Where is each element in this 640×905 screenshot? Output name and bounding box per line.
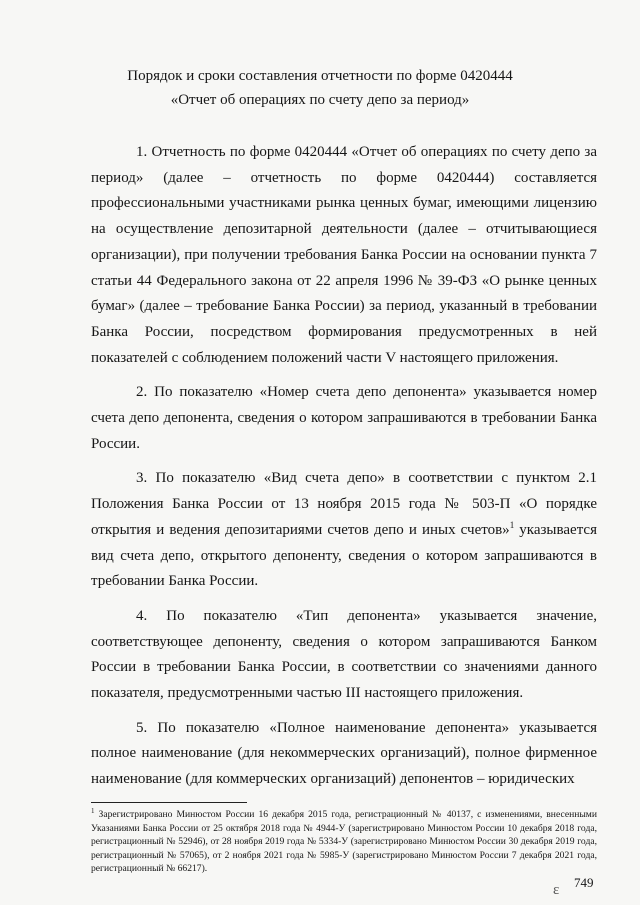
paragraph-2: 2. По показателю «Номер счета депо депонента» указывается номер счета депо депонента, сведения о котором запрашиваются в требовании Банка России. xyxy=(91,384,597,452)
document-title-line-1: Порядок и сроки составления отчетности по форме 0420444 xyxy=(127,68,513,84)
footnote-reference: 1 xyxy=(509,519,515,530)
paragraph-1: 1. Отчетность по форме 0420444 «Отчет об операциях по счету депо за период» (далее – отчетность по форме 0420444) составляется профессиональными участниками рынка ценных бумаг, имеющими лицензию на осуществление депозитарной деятельности (далее – отчитывающиеся организации), при получении требования Банка России на основании пункта 7 статьи 44 Федерального закона от 22 апреля 1996 № 39-ФЗ «О рынке ценных бумаг» (далее – требование Банка России) за период, указанный в требовании Банка России, посредством формирования предусмотренных в ней показателей с соблюдением положений части V настоящего приложения. xyxy=(91,144,597,366)
document-title-line-2: «Отчет об операциях по счету депо за период» xyxy=(170,92,470,108)
paragraph-3-text-start: 3. По показателю «Вид счета депо» в соответствии с пунктом 2.1 Положения Банка России от 13 ноября 2015 года № 503-П «О порядке открытия и ведения депозитариями счетов депо и иных счетов» xyxy=(91,470,597,538)
paragraph-5: 5. По показателю «Полное наименование депонента» указывается полное наименование (для некоммерческих организаций), полное фирменное наименование (для коммерческих организаций) депонентов – юридических xyxy=(91,719,597,788)
page-number: 749 xyxy=(574,875,594,890)
paragraph-3-text-end: указывается вид счета депо, открытого депоненту, сведения о котором запрашиваются в требовании Банка России. xyxy=(91,521,597,590)
footnote-text: Зарегистрировано Минюстом России 16 декабря 2015 года, регистрационный № 40137, с изменениями, внесенными Указаниями Банка России от 25 октября 2018 года № 4944-У (зарегистрировано Минюстом России 10 декабря 2018 года, регистрационный № 52946), от 28 ноября 2019 года № 5334-У (зарегистрировано Минюстом России 30 декабря 2019 года, регистрационный № 57065), от 2 ноября 2021 года № 5985-У (зарегистрировано Минюстом России 7 декабря 2021 года, регистрационный № 66217). xyxy=(91,809,597,875)
paragraph-4: 4. По показателю «Тип депонента» указывается значение, соответствующее депоненту, сведения о котором запрашиваются Банком России в требовании Банка России, в соответствии со значениями данного показателя, предусмотренными частью III настоящего приложения. xyxy=(91,607,597,702)
document-body xyxy=(91,140,597,802)
stamp-mark: ε xyxy=(553,882,560,898)
footnote-mark: 1 xyxy=(91,806,95,815)
footnote-divider xyxy=(91,802,247,803)
paragraph-3 xyxy=(91,466,597,595)
footnote xyxy=(91,808,597,876)
